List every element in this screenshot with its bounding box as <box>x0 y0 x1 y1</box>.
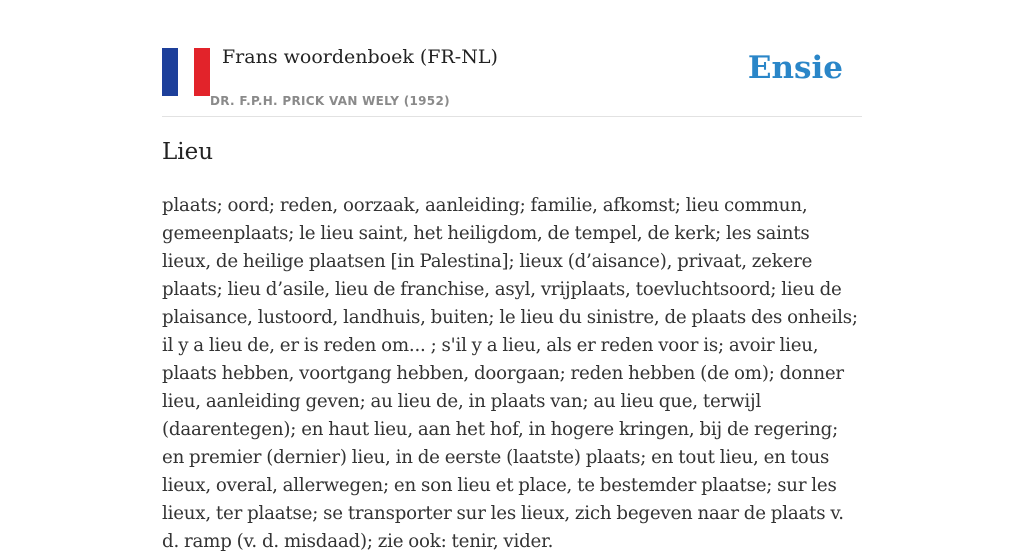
flag-stripe-red <box>194 48 210 96</box>
entry-title: Lieu <box>162 139 214 165</box>
entry-definition: plaats; oord; reden, oorzaak, aanleiding; familie, afkomst; lieu commun, gemeenplaats; le lieu saint, het heiligdom, de tempel, de kerk; les saints lieux, de heilige plaatsen [in Palestina]; lieux (d’aisance), privaat, zekere plaats; lieu d’asile, lieu de franchise, asyl, vrijplaats, toevluchtsoord; lieu de plaisance, lustoord, landhuis, buiten; le lieu du sinistre, de plaats des onheils; il y a lieu de, er is reden om... ; s'il y a lieu, als er reden voor is; avoir lieu, plaats hebben, voortgang hebben, doorgaan; reden hebben (de om); donner lieu, aanleiding geven; au lieu de, in plaats van; au lieu que, terwijl (daarentegen); en haut lieu, aan het hof, in hogere kringen, bij de regering; en premier (dernier) lieu, in de eerste (laatste) plaats; en tout lieu, en tous lieux, overal, allerwegen; en son lieu et place, te bestemder plaatse; sur les lieux, ter plaatse; se transporter sur les lieux, zich begeven naar de plaats v. d. ramp (v. d. misdaad); zie ook: tenir, vider. <box>162 195 858 552</box>
flag-stripe-blue <box>162 48 178 96</box>
flag-stripe-white <box>178 48 194 96</box>
dictionary-title-link[interactable]: Frans woordenboek (FR-NL) <box>222 46 498 68</box>
ensie-logo-link[interactable]: Ensie <box>747 50 843 86</box>
french-flag-icon <box>162 48 210 96</box>
dictionary-header <box>162 40 862 117</box>
dictionary-author: DR. F.P.H. PRICK VAN WELY (1952) <box>210 94 450 108</box>
